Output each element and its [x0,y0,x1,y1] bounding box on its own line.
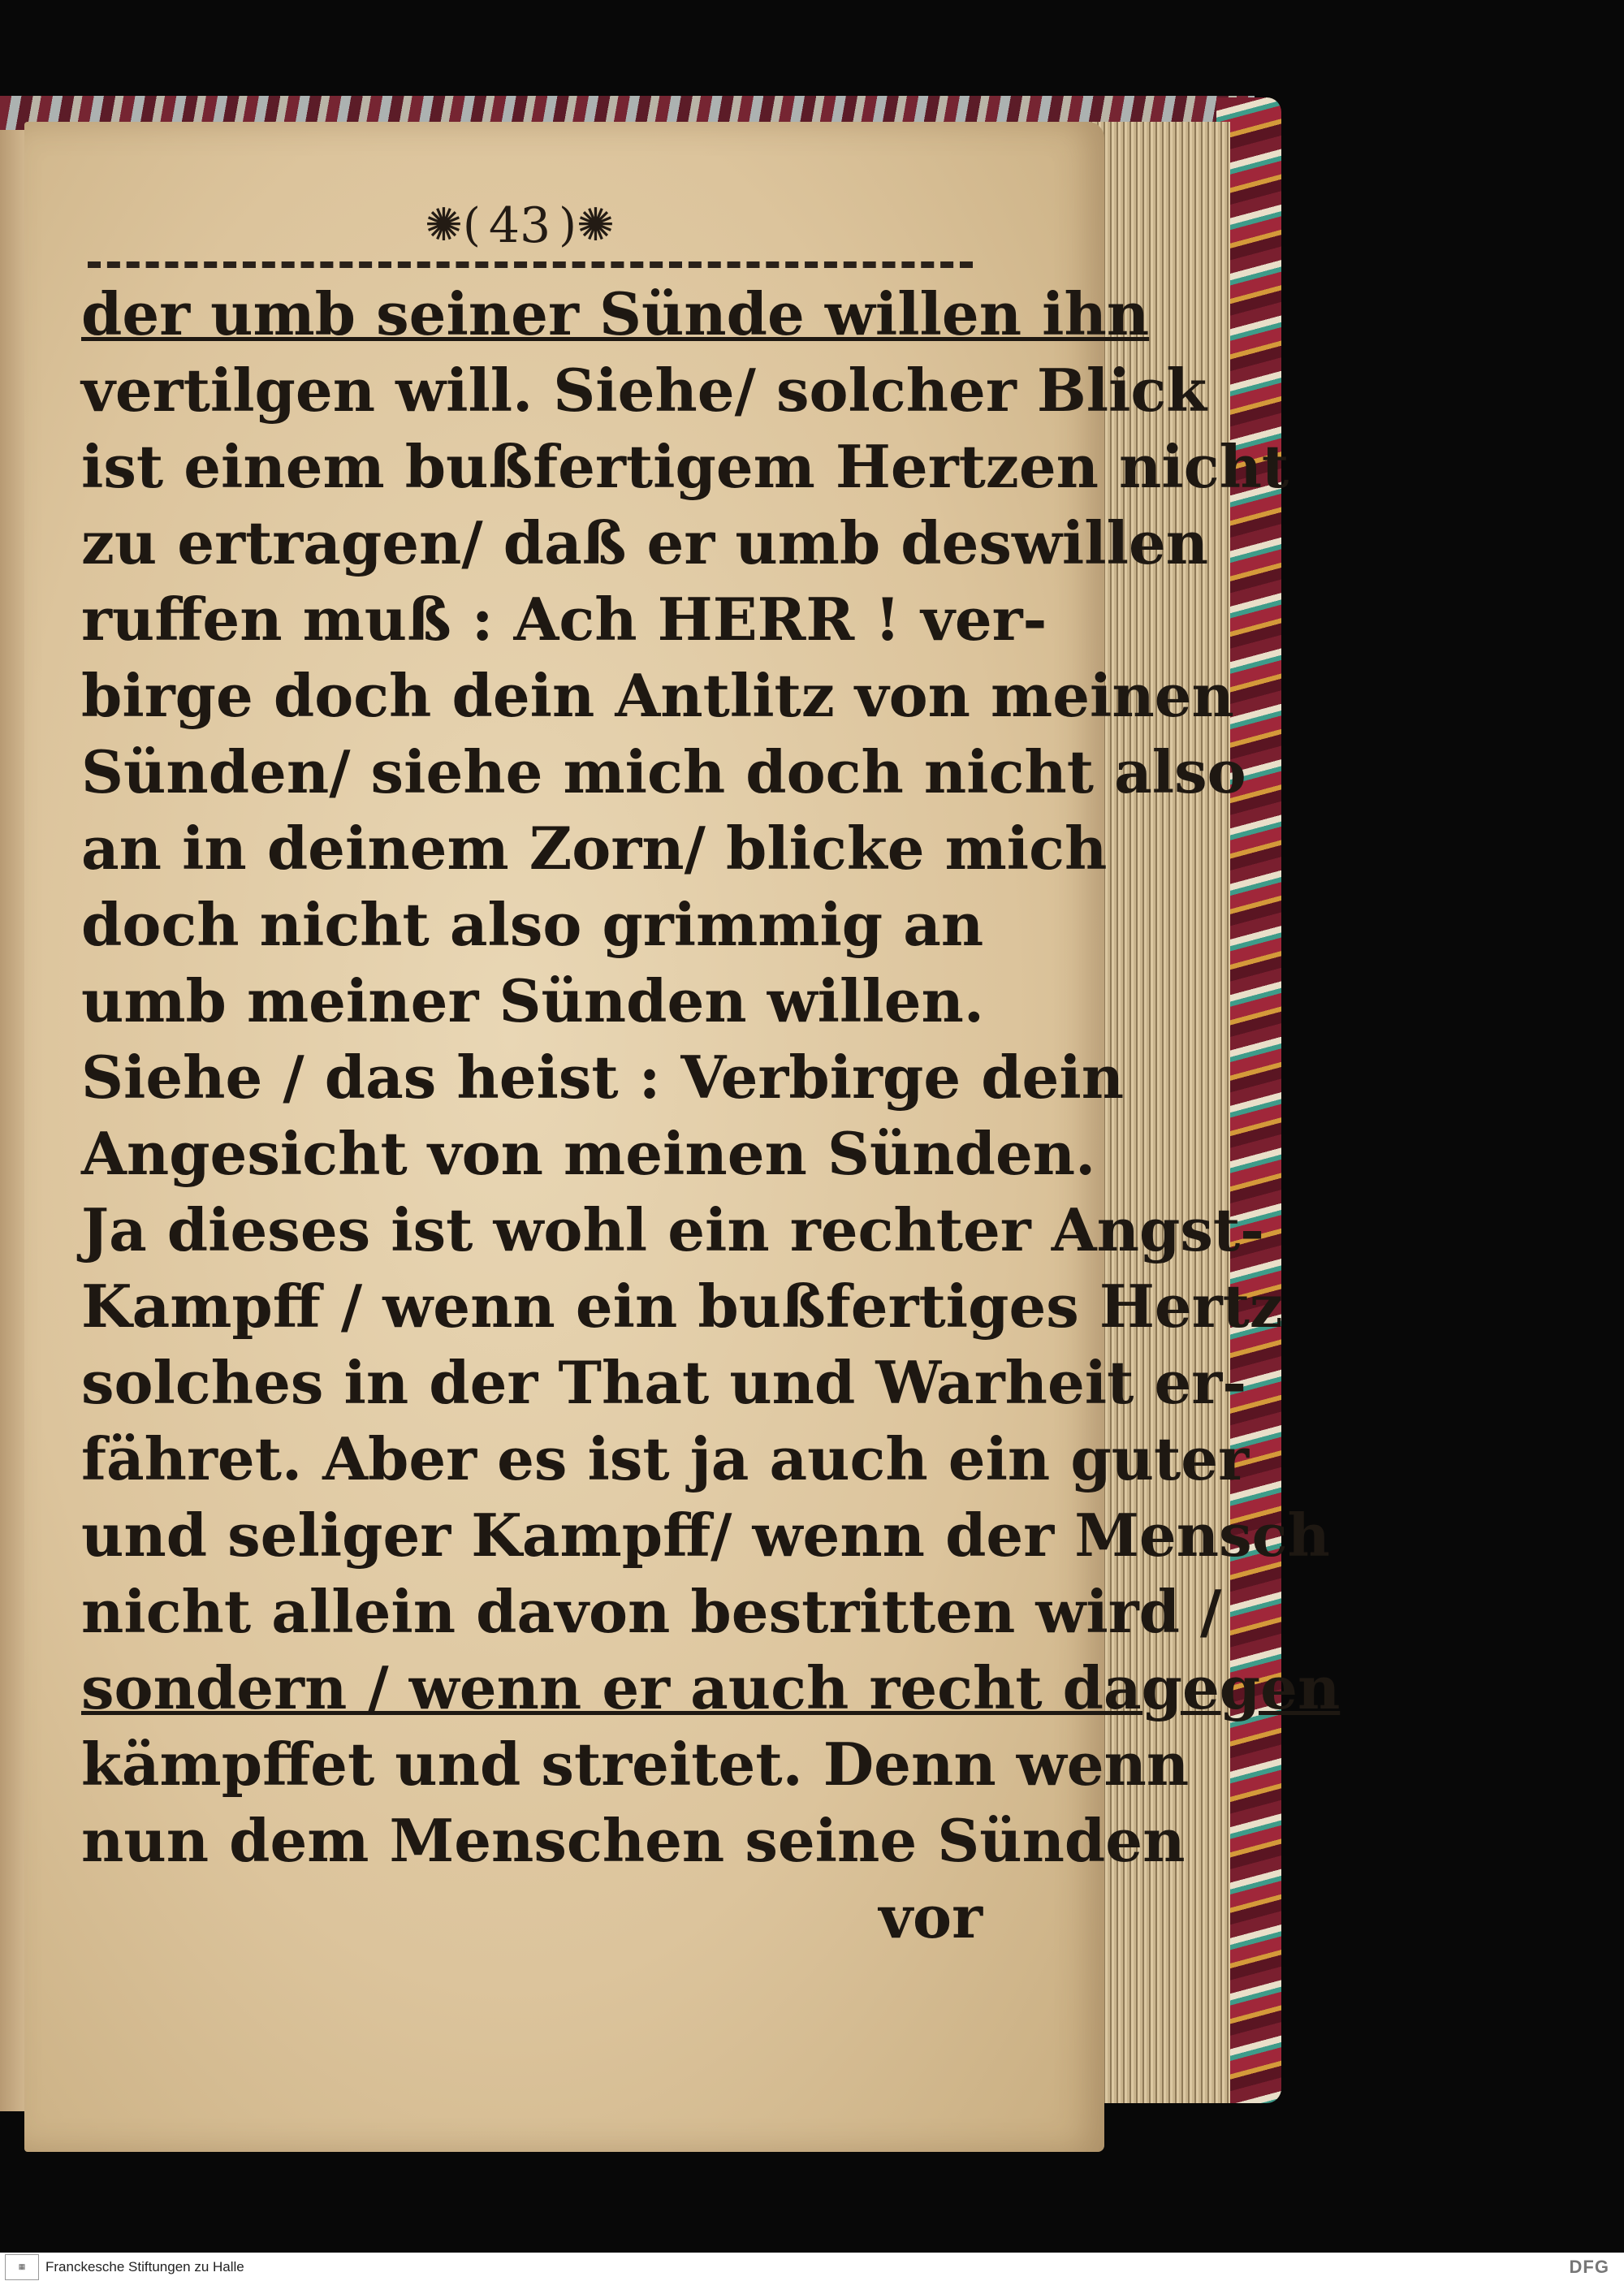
text-line: birge doch dein Antlitz von meinen [81,661,1234,730]
text-line: Ja dieses ist wohl ein rechter Angst- [81,1195,1265,1264]
text-line: umb meiner Sünden willen. [81,966,984,1035]
catchword: vor [879,1882,983,1951]
viewer-footer [0,2253,1624,2281]
institution-name[interactable]: Franckesche Stiftungen zu Halle [45,2258,244,2275]
text-line: solches in der That und Warheit er- [81,1348,1247,1417]
page-number: 43 [488,197,551,254]
text-line: der umb seiner Sünde willen ihn [81,279,1150,348]
text-line: Sünden/ siehe mich doch nicht also [81,737,1246,806]
institution-logo[interactable]: ▦ [5,2254,39,2280]
flower-ornament-icon: ✺( [425,199,481,252]
text-line: sondern / wenn er auch recht dagegen [81,1653,1341,1722]
footer-left [0,2254,244,2280]
flower-ornament-icon: )✺ [559,199,615,252]
text-line: nun dem Menschen seine Sünden [81,1806,1186,1875]
text-line: kämpffet und streitet. Denn wenn [81,1730,1190,1799]
text-line: und seliger Kampff/ wenn der Mensch [81,1501,1330,1570]
text-line: fähret. Aber es ist ja auch ein guter [81,1424,1250,1493]
text-line: Siehe / das heist : Verbirge dein [81,1043,1125,1112]
text-line: Angesicht von meinen Sünden. [81,1119,1096,1188]
page-header [374,193,666,258]
text-line: ruffen muß : Ach HERR ! ver- [81,585,1047,654]
page-text [81,276,1341,1955]
text-line: nicht allein davon bestritten wird / [81,1577,1222,1646]
header-rule [88,261,973,268]
text-line: ist einem bußfertigem Hertzen nicht [81,432,1289,501]
text-line: zu ertragen/ daß er umb deswillen [81,508,1209,577]
text-line: an in deinem Zorn/ blicke mich [81,814,1108,883]
text-line: doch nicht also grimmig an [81,890,984,959]
text-line: vertilgen will. Siehe/ solcher Blick [81,356,1207,425]
text-line: Kampff / wenn ein bußfertiges Hertz [81,1272,1283,1341]
provider-logo[interactable]: DFG [1569,2256,1609,2277]
